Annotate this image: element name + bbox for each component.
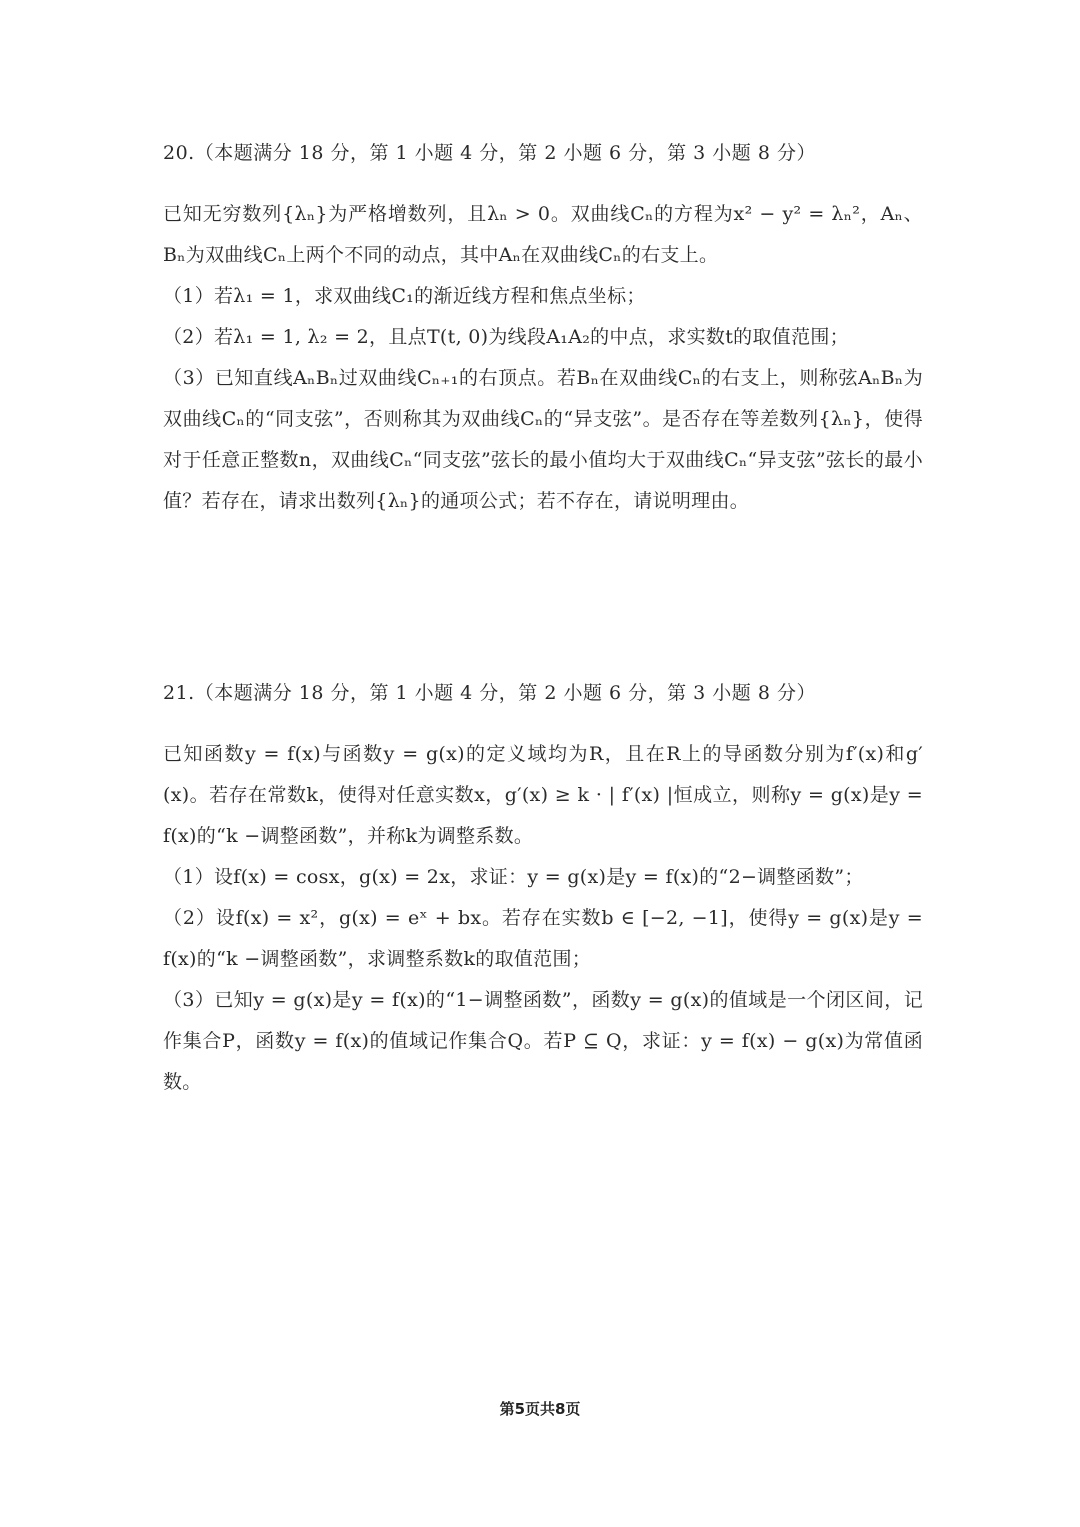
problem-21-stem: 已知函数y = f(x)与函数y = g(x)的定义域均为R，且在R上的导函数分别为f′(x)和g′(x)。若存在常数k，使得对任意实数x，g′(x) ≥ k · | f′(x) |恒成立，则称y = g(x)是y = f(x)的“k −调整函数”，并称k为调整系数。 (163, 743, 923, 847)
problem-21-question-3: （3）已知y = g(x)是y = f(x)的“1−调整函数”，函数y = g(x)的值域是一个闭区间，记作集合P，函数y = f(x)的值域记作集合Q。若P ⊆ Q，求证：y = f(x) − g(x)为常值函数。 (163, 989, 923, 1093)
problem-20-question-1: （1）若λ₁ = 1，求双曲线C₁的渐近线方程和焦点坐标； (163, 285, 646, 307)
problem-20-heading: 20.（本题满分 18 分，第 1 小题 4 分，第 2 小题 6 分，第 3 小题 8 分） (163, 142, 816, 164)
problem-20-question-3: （3）已知直线AₙBₙ过双曲线Cₙ₊₁的右顶点。若Bₙ在双曲线Cₙ的右支上，则称弦AₙBₙ为双曲线Cₙ的“同支弦”，否则称其为双曲线Cₙ的“异支弦”。是否存在等差数列{λₙ}，使得对于任意正整数n，双曲线Cₙ“同支弦”弦长的最小值均大于双曲线Cₙ“异支弦”弦长的最小值？若存在，请求出数列{λₙ}的通项公式；若不存在，请说明理由。 (163, 367, 923, 512)
problem-20 (163, 140, 923, 522)
problem-21 (163, 680, 923, 1103)
problem-20-question-2: （2）若λ₁ = 1, λ₂ = 2，且点T(t, 0)为线段A₁A₂的中点，求实数t的取值范围； (163, 326, 849, 348)
problem-21-question-1: （1）设f(x) = cosx，g(x) = 2x，求证：y = g(x)是y = f(x)的“2−调整函数”； (163, 866, 864, 888)
problem-21-heading: 21.（本题满分 18 分，第 1 小题 4 分，第 2 小题 6 分，第 3 小题 8 分） (163, 682, 816, 704)
page-number-footer: 第5页共8页 (499, 1400, 581, 1418)
problem-20-stem: 已知无穷数列{λₙ}为严格增数列，且λₙ > 0。双曲线Cₙ的方程为x² − y² = λₙ²，Aₙ、Bₙ为双曲线Cₙ上两个不同的动点，其中Aₙ在双曲线Cₙ的右支上。 (163, 203, 923, 266)
problem-21-question-2: （2）设f(x) = x²，g(x) = eˣ + bx。若存在实数b ∈ [−2, −1]，使得y = g(x)是y = f(x)的“k −调整函数”，求调整系数k的取值范围； (163, 907, 923, 970)
